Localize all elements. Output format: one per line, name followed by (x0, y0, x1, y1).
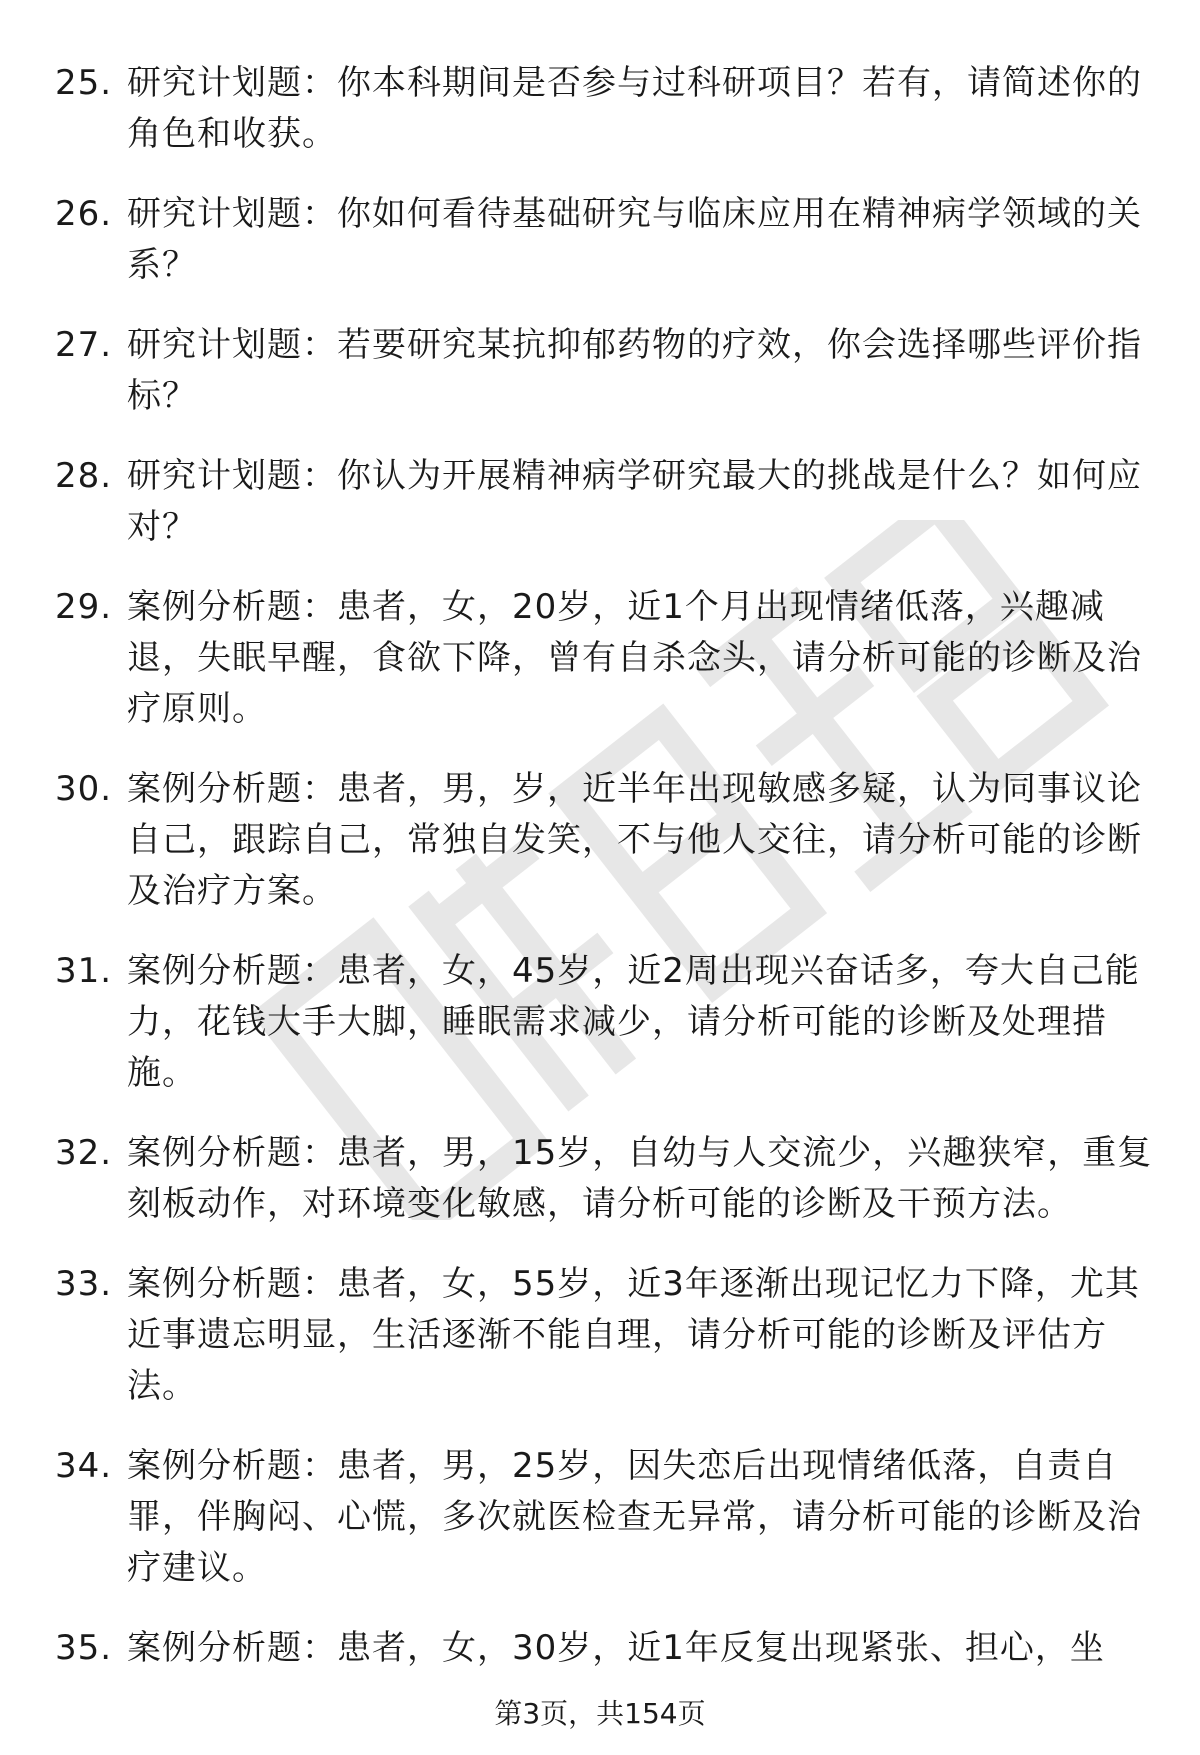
question-text: 研究计划题：你认为开展精神病学研究最大的挑战是什么？如何应对？ (127, 456, 1142, 547)
question-number: 28. (55, 456, 113, 496)
question-item (55, 1623, 1155, 1674)
question-text: 研究计划题：你本科期间是否参与过科研项目？若有，请简述你的角色和收获。 (127, 63, 1142, 154)
question-item (55, 1128, 1155, 1230)
question-number: 25. (55, 63, 113, 103)
question-number: 33. (55, 1264, 113, 1304)
question-text: 案例分析题：患者，男，岁，近半年出现敏感多疑，认为同事议论自己，跟踪自己，常独自发笑，不与他人交往，请分析可能的诊断及治疗方案。 (127, 769, 1142, 911)
question-number: 30. (55, 769, 113, 809)
question-number: 35. (55, 1628, 113, 1668)
question-item (55, 946, 1155, 1099)
question-item (55, 582, 1155, 735)
question-list (55, 58, 1155, 1703)
question-item (55, 451, 1155, 553)
question-number: 29. (55, 587, 113, 627)
question-number: 32. (55, 1133, 113, 1173)
question-text: 研究计划题：若要研究某抗抑郁药物的疗效，你会选择哪些评价指标？ (127, 325, 1142, 416)
question-text: 案例分析题：患者，女，55岁，近3年逐渐出现记忆力下降，尤其近事遗忘明显，生活逐渐不能自理，请分析可能的诊断及评估方法。 (127, 1264, 1140, 1406)
page-number-footer: 第3页，共154页 (494, 1697, 706, 1730)
question-item (55, 189, 1155, 291)
question-text: 案例分析题：患者，女，20岁，近1个月出现情绪低落，兴趣减退，失眠早醒，食欲下降，曾有自杀念头，请分析可能的诊断及治疗原则。 (127, 587, 1142, 729)
question-text: 案例分析题：患者，女，45岁，近2周出现兴奋话多，夸大自己能力，花钱大手大脚，睡眠需求减少，请分析可能的诊断及处理措施。 (127, 951, 1140, 1093)
question-item (55, 58, 1155, 160)
question-text: 案例分析题：患者，女，30岁，近1年反复出现紧张、担心，坐 (127, 1628, 1105, 1668)
question-number: 26. (55, 194, 113, 234)
question-number: 34. (55, 1446, 113, 1486)
question-item (55, 764, 1155, 917)
question-item (55, 1259, 1155, 1412)
question-text: 案例分析题：患者，男，25岁，因失恋后出现情绪低落，自责自罪，伴胸闷、心慌，多次就医检查无异常，请分析可能的诊断及治疗建议。 (127, 1446, 1142, 1588)
question-number: 31. (55, 951, 113, 991)
question-text: 案例分析题：患者，男，15岁，自幼与人交流少，兴趣狭窄，重复刻板动作，对环境变化敏感，请分析可能的诊断及干预方法。 (127, 1133, 1153, 1224)
question-item (55, 320, 1155, 422)
question-number: 27. (55, 325, 113, 365)
question-item (55, 1441, 1155, 1594)
question-text: 研究计划题：你如何看待基础研究与临床应用在精神病学领域的关系？ (127, 194, 1142, 285)
